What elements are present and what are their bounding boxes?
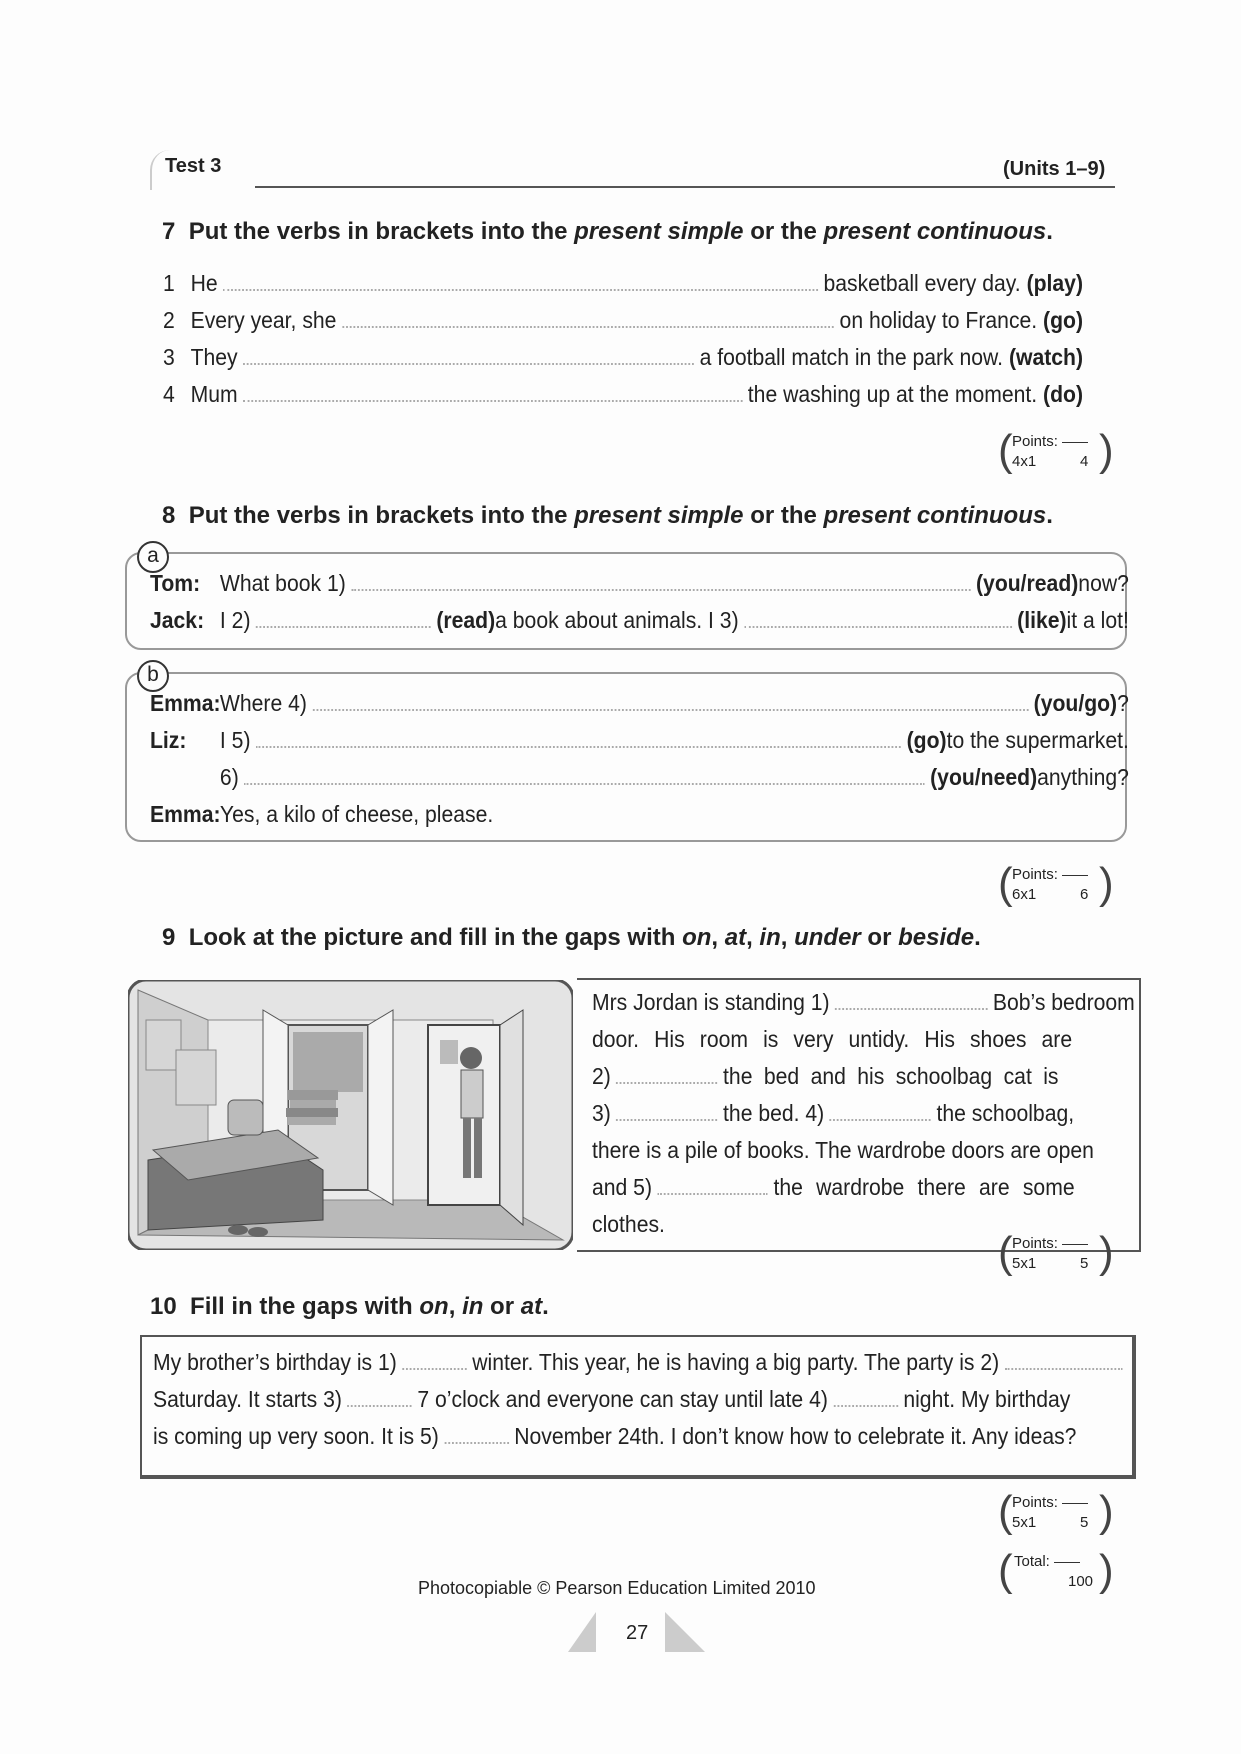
answer-blank[interactable] [223, 275, 818, 291]
ex9-line: clothes. [592, 1211, 665, 1237]
header-rule [255, 186, 1115, 188]
dialogue-a-frame [125, 552, 1127, 650]
ex10-line: My brother’s birthday is 1) winter. This year, he is having a big party. The party is 2) [153, 1349, 1128, 1376]
dialogue-line: Tom: What book 1) (you/read) now? [150, 570, 1129, 596]
ex10-title: 10 Fill in the gaps with on, in or at. [150, 1293, 549, 1320]
answer-blank[interactable] [744, 612, 1011, 628]
ex9-title: 9 Look at the picture and fill in the gaps with on, at, in, under or beside. [162, 924, 981, 951]
test-label: Test 3 [165, 155, 222, 177]
dialogue-a-label: a [137, 541, 169, 573]
dialogue-line: Liz: I 5) (go) to the supermarket. [150, 727, 1129, 753]
answer-blank[interactable] [312, 695, 1028, 711]
ex9-points: ( Points: 5x1 5 ) [998, 1228, 1114, 1277]
answer-blank[interactable] [835, 994, 987, 1010]
ex7-item: 1 He basketball every day. (play) [163, 270, 1083, 296]
dialogue-line: Jack: I 2) (read) a book about animals. I 3) (like) it a lot! [150, 607, 1129, 633]
answer-blank[interactable] [616, 1068, 717, 1084]
answer-blank[interactable] [351, 575, 970, 591]
answer-blank[interactable] [444, 1428, 508, 1444]
ex7-item: 2 Every year, she on holiday to France. (go) [163, 307, 1083, 333]
units-label: (Units 1–9) [1003, 158, 1106, 180]
answer-blank[interactable] [244, 769, 924, 785]
answer-blank[interactable] [256, 612, 431, 628]
ex10-line: is coming up very soon. It is 5) November 24th. I don’t know how to celebrate it. Any ideas? [153, 1423, 1077, 1449]
ex9-line: 2) the bed and his schoolbag cat is [592, 1063, 1059, 1089]
ex9-line: there is a pile of books. The wardrobe doors are open [592, 1137, 1094, 1163]
page-number: 27 [626, 1622, 649, 1644]
dialogue-line: 6) (you/need) anything? [219, 764, 1129, 790]
page-tab [568, 1612, 596, 1652]
answer-blank[interactable] [1005, 1354, 1123, 1370]
ex9-line: Mrs Jordan is standing 1) Bob’s bedroom [592, 989, 1135, 1015]
ex9-line: and 5) the wardrobe there are some [592, 1174, 1075, 1200]
ex8-points: ( Points: 6x1 6 ) [998, 859, 1114, 908]
answer-blank[interactable] [402, 1354, 466, 1370]
answer-blank[interactable] [347, 1391, 411, 1407]
ex7-item: 4 Mum the washing up at the moment. (do) [163, 381, 1083, 407]
answer-blank[interactable] [830, 1105, 931, 1121]
ex10-points: ( Points: 5x1 5 ) [998, 1487, 1114, 1536]
answer-blank[interactable] [342, 312, 834, 328]
ex8-title: 8 Put the verbs in brackets into the present simple or the present continuous. [162, 502, 1053, 529]
dialogue-line: Emma: Where 4) (you/go) ? [150, 690, 1129, 716]
dialogue-b-label: b [137, 660, 169, 692]
dialogue-line: Emma: Yes, a kilo of cheese, please. [150, 801, 494, 827]
bedroom-picture [128, 980, 573, 1250]
answer-blank[interactable] [658, 1179, 768, 1195]
answer-blank[interactable] [256, 732, 901, 748]
ex7-points: ( Points: 4x1 4 ) [998, 426, 1114, 475]
ex7-title: 7 Put the verbs in brackets into the present simple or the present continuous. [162, 218, 1053, 245]
ex10-line: Saturday. It starts 3) 7 o’clock and everyone can stay until late 4) night. My birthday [153, 1386, 1071, 1412]
copyright: Photocopiable © Pearson Education Limited 2010 [418, 1578, 816, 1598]
total-points: ( Total: 100 ) [998, 1546, 1114, 1595]
answer-blank[interactable] [243, 386, 742, 402]
answer-blank[interactable] [616, 1105, 717, 1121]
ex9-line: 3) the bed. 4) the schoolbag, [592, 1100, 1075, 1126]
answer-blank[interactable] [243, 349, 694, 365]
page-tab [665, 1612, 705, 1652]
ex7-item: 3 They a football match in the park now. (watch) [163, 344, 1083, 370]
answer-blank[interactable] [833, 1391, 897, 1407]
ex9-line: door. His room is very untidy. His shoes are [592, 1026, 1073, 1052]
